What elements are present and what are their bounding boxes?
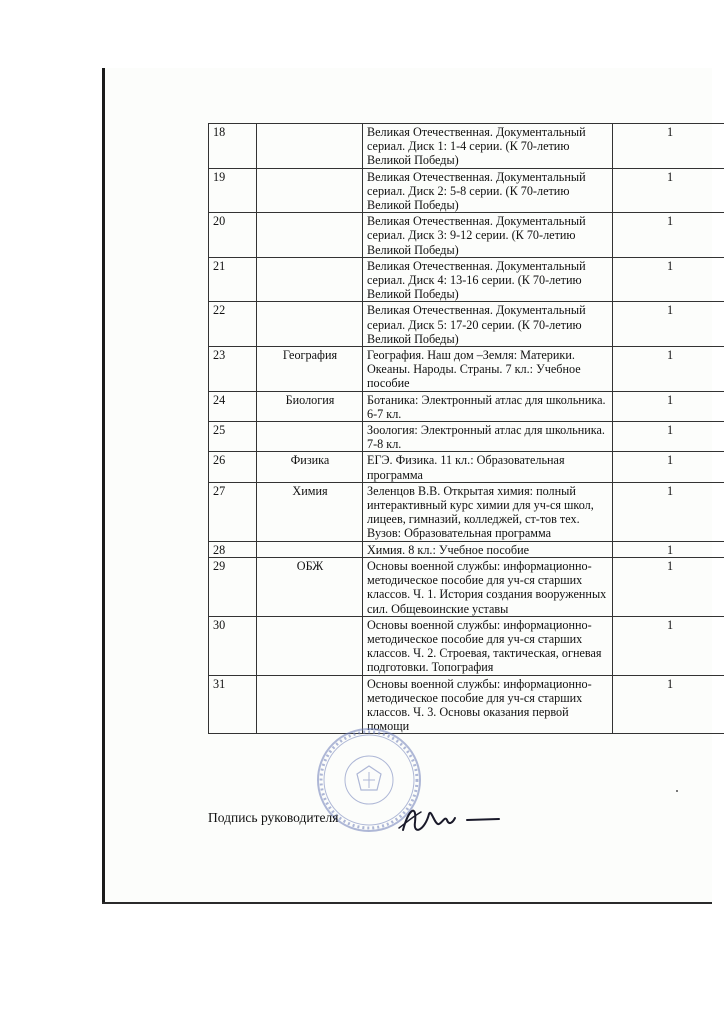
table-row xyxy=(209,213,724,258)
table-row xyxy=(209,168,724,213)
row-quantity: 1 xyxy=(613,124,724,169)
row-subject: Физика xyxy=(257,452,363,482)
table-row xyxy=(209,482,724,541)
table-row xyxy=(209,422,724,452)
row-subject: Химия xyxy=(257,482,363,541)
row-quantity: 1 xyxy=(613,541,724,557)
row-number: 25 xyxy=(209,422,257,452)
row-title: Основы военной службы: информационно-методическое пособие для уч-ся старших классов. Ч. 2. Строевая, тактическая, огневая подготовки. Топография xyxy=(363,616,613,675)
row-title: Основы военной службы: информационно-методическое пособие для уч-ся старших классов. Ч. 1. История создания вооруженных сил. Общевоинские уставы xyxy=(363,557,613,616)
row-title: География. Наш дом –Земля: Материки. Океаны. Народы. Страны. 7 кл.: Учебное пособие xyxy=(363,347,613,392)
table-row xyxy=(209,541,724,557)
row-quantity: 1 xyxy=(613,557,724,616)
table-row xyxy=(209,124,724,169)
row-subject xyxy=(257,675,363,734)
row-quantity: 1 xyxy=(613,347,724,392)
table-row xyxy=(209,616,724,675)
row-quantity: 1 xyxy=(613,391,724,421)
row-quantity: 1 xyxy=(613,257,724,302)
row-quantity: 1 xyxy=(613,302,724,347)
scan-speck xyxy=(676,790,678,792)
row-subject xyxy=(257,302,363,347)
inventory-table xyxy=(208,123,724,734)
row-number: 23 xyxy=(209,347,257,392)
row-number: 20 xyxy=(209,213,257,258)
table-row xyxy=(209,675,724,734)
row-quantity: 1 xyxy=(613,422,724,452)
row-number: 22 xyxy=(209,302,257,347)
row-number: 28 xyxy=(209,541,257,557)
table-row xyxy=(209,302,724,347)
signature-label: Подпись руководителя xyxy=(208,810,339,825)
row-title: Великая Отечественная. Документальный сериал. Диск 5: 17-20 серии. (К 70-летию Великой Победы) xyxy=(363,302,613,347)
row-title: Великая Отечественная. Документальный сериал. Диск 4: 13-16 серии. (К 70-летию Великой Победы) xyxy=(363,257,613,302)
row-title: Зоология: Электронный атлас для школьника. 7-8 кл. xyxy=(363,422,613,452)
table-row xyxy=(209,391,724,421)
row-title: Великая Отечественная. Документальный сериал. Диск 3: 9-12 серии. (К 70-летию Великой Победы) xyxy=(363,213,613,258)
row-title: Зеленцов В.В. Открытая химия: полный интерактивный курс химии для уч-ся школ, лицеев, гимназий, колледжей, ст-тов тех. Вузов: Образовательная программа xyxy=(363,482,613,541)
table-row xyxy=(209,452,724,482)
row-subject xyxy=(257,541,363,557)
row-number: 30 xyxy=(209,616,257,675)
row-quantity: 1 xyxy=(613,452,724,482)
row-number: 24 xyxy=(209,391,257,421)
table-row xyxy=(209,347,724,392)
row-title: Основы военной службы: информационно-методическое пособие для уч-ся старших классов. Ч. 3. Основы оказания первой помощи xyxy=(363,675,613,734)
table-row xyxy=(209,557,724,616)
row-number: 18 xyxy=(209,124,257,169)
row-subject xyxy=(257,213,363,258)
row-title: ЕГЭ. Физика. 11 кл.: Образовательная программа xyxy=(363,452,613,482)
row-quantity: 1 xyxy=(613,616,724,675)
row-number: 26 xyxy=(209,452,257,482)
row-number: 27 xyxy=(209,482,257,541)
handwritten-signature-icon xyxy=(395,800,505,842)
row-number: 31 xyxy=(209,675,257,734)
row-subject xyxy=(257,168,363,213)
row-subject xyxy=(257,422,363,452)
row-quantity: 1 xyxy=(613,168,724,213)
row-subject: ОБЖ xyxy=(257,557,363,616)
scan-edge-bottom xyxy=(102,902,712,904)
row-title: Великая Отечественная. Документальный сериал. Диск 1: 1-4 серии. (К 70-летию Великой Победы) xyxy=(363,124,613,169)
row-subject: Биология xyxy=(257,391,363,421)
row-quantity: 1 xyxy=(613,482,724,541)
row-subject xyxy=(257,616,363,675)
row-title: Химия. 8 кл.: Учебное пособие xyxy=(363,541,613,557)
row-quantity: 1 xyxy=(613,675,724,734)
row-number: 21 xyxy=(209,257,257,302)
row-number: 19 xyxy=(209,168,257,213)
row-subject: География xyxy=(257,347,363,392)
row-quantity: 1 xyxy=(613,213,724,258)
row-number: 29 xyxy=(209,557,257,616)
table-row xyxy=(209,257,724,302)
table-body xyxy=(209,124,724,734)
row-title: Великая Отечественная. Документальный сериал. Диск 2: 5-8 серии. (К 70-летию Великой Победы) xyxy=(363,168,613,213)
row-title: Ботаника: Электронный атлас для школьника. 6-7 кл. xyxy=(363,391,613,421)
row-subject xyxy=(257,124,363,169)
row-subject xyxy=(257,257,363,302)
